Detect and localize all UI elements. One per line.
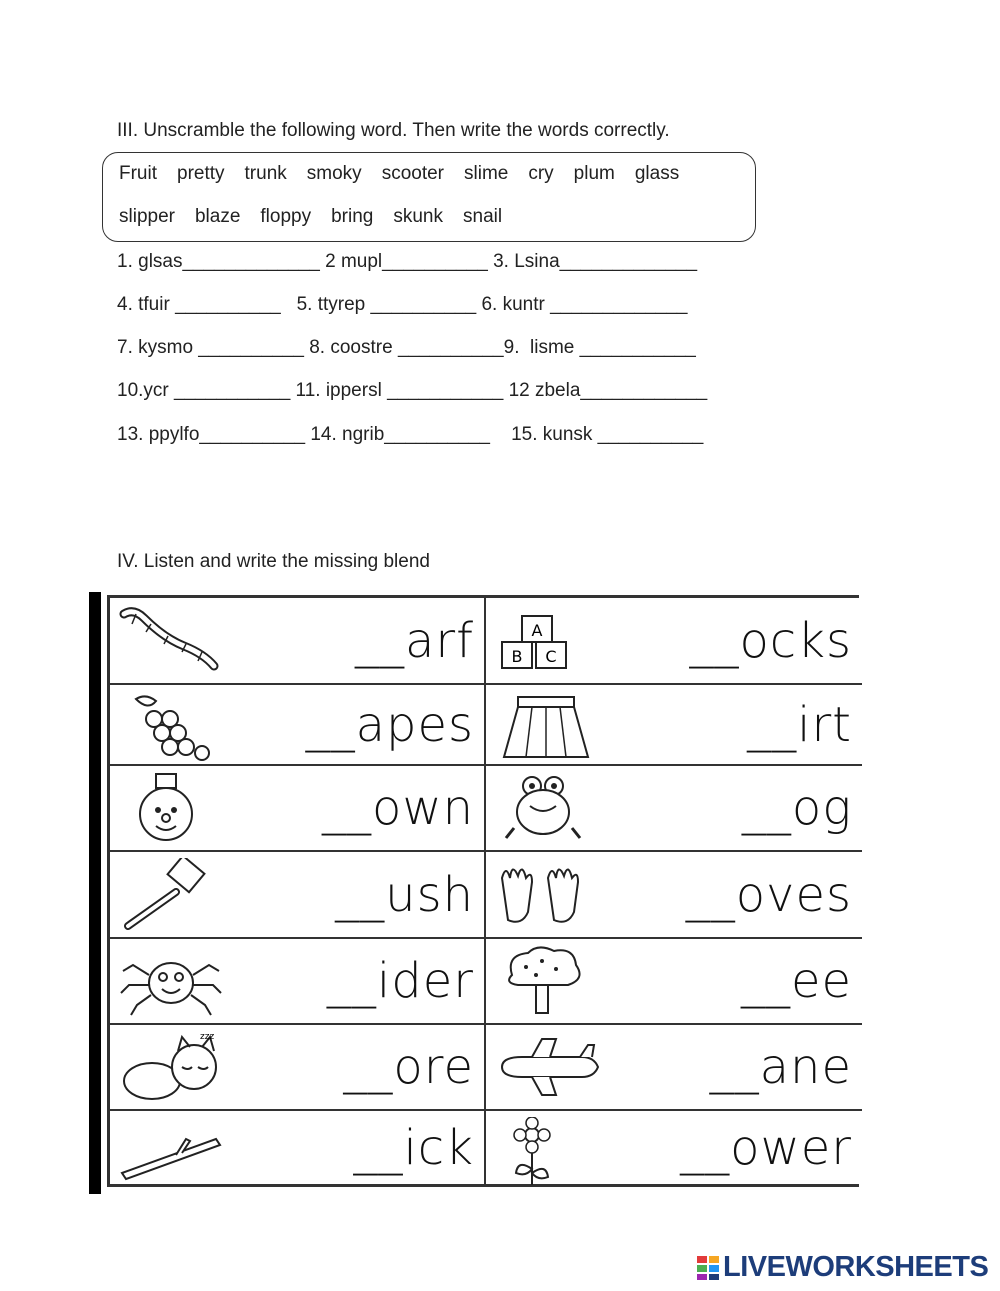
liveworksheets-logo-icon xyxy=(697,1256,719,1280)
word-bank-word: trunk xyxy=(244,163,287,184)
blend-cell-scarf xyxy=(110,598,486,685)
word-bank-word: slime xyxy=(464,163,509,184)
word-bank-word: skunk xyxy=(393,206,443,227)
spider-icon xyxy=(116,945,226,1017)
blend-word[interactable]: __ick xyxy=(353,1119,474,1176)
blend-word[interactable]: __ush xyxy=(335,866,474,923)
word-bank-word: scooter xyxy=(381,163,444,184)
blend-word[interactable]: __apes xyxy=(305,696,474,753)
word-bank-word: smoky xyxy=(306,163,362,184)
blend-cell-gloves xyxy=(486,852,862,939)
block-letter: A xyxy=(531,621,543,640)
blend-cell-stick xyxy=(110,1111,486,1184)
grapes-icon xyxy=(116,691,226,763)
plane-icon xyxy=(492,1031,602,1103)
blend-cell-flower xyxy=(486,1111,862,1184)
block-letter: C xyxy=(545,647,557,666)
clown-icon xyxy=(116,772,226,844)
blend-grid xyxy=(107,595,859,1187)
blend-word[interactable]: __og xyxy=(741,780,852,836)
blend-word[interactable]: __own xyxy=(321,780,474,836)
blend-word[interactable]: __oves xyxy=(685,866,852,923)
blend-cell-skirt xyxy=(486,685,862,766)
question-row-4[interactable]: 10.ycr ___________ 11. ippersl ___________ 12 zbela____________ xyxy=(117,380,708,401)
question-row-1[interactable]: 1. glsas_____________ 2 mupl__________ 3. Lsina_____________ xyxy=(117,251,698,272)
word-bank-word: pretty xyxy=(177,163,225,184)
frog-icon xyxy=(492,772,602,844)
word-bank-word: blaze xyxy=(194,206,241,227)
blend-word[interactable]: __ider xyxy=(326,953,474,1009)
section4-heading: IV. Listen and write the missing blend xyxy=(117,551,430,572)
word-bank-word: slipper xyxy=(119,206,175,227)
flower-icon xyxy=(492,1117,602,1189)
blend-word[interactable]: __ee xyxy=(740,953,852,1009)
scarf-icon xyxy=(116,604,226,676)
blend-word[interactable]: __irt xyxy=(747,696,852,753)
word-bank-word: floppy xyxy=(260,206,312,227)
blend-cell-frog xyxy=(486,766,862,852)
blend-cell-spider xyxy=(110,939,486,1025)
brush-icon xyxy=(116,858,226,930)
blend-word[interactable]: __ocks xyxy=(689,612,852,669)
question-row-3[interactable]: 7. kysmo __________ 8. coostre __________9. lisme ___________ xyxy=(117,337,696,358)
question-row-2[interactable]: 4. tfuir __________ 5. ttyrep __________ 6. kuntr _____________ xyxy=(117,294,688,315)
brand-name: LIVEWORKSHEETS xyxy=(723,1251,989,1283)
margin-bar xyxy=(89,592,101,1194)
word-bank-word: snail xyxy=(463,206,503,227)
word-bank xyxy=(102,152,756,242)
blend-cell-plane xyxy=(486,1025,862,1111)
blend-word[interactable]: __ower xyxy=(680,1119,852,1176)
blend-cell-raccoon xyxy=(110,1025,486,1111)
blend-word[interactable]: __ore xyxy=(343,1039,474,1095)
blocks-icon xyxy=(492,604,602,676)
word-bank-line-2 xyxy=(119,206,522,228)
tree-icon xyxy=(492,945,602,1017)
blend-word[interactable]: __ane xyxy=(709,1039,852,1095)
stick-icon xyxy=(116,1117,226,1189)
word-bank-word: Fruit xyxy=(119,163,157,184)
word-bank-word: glass xyxy=(634,163,680,184)
blend-word[interactable]: __arf xyxy=(354,612,474,669)
snoring-raccoon-icon xyxy=(116,1031,226,1103)
blend-cell-clown xyxy=(110,766,486,852)
svg-text:zzz: zzz xyxy=(200,1032,215,1042)
skirt-icon xyxy=(492,691,602,763)
blend-cell-blocks xyxy=(486,598,862,685)
block-letter: B xyxy=(511,647,523,666)
gloves-icon xyxy=(492,858,602,930)
question-row-5[interactable]: 13. ppylfo__________ 14. ngrib__________ 15. kunsk __________ xyxy=(117,424,704,445)
blend-cell-tree xyxy=(486,939,862,1025)
word-bank-word: plum xyxy=(573,163,615,184)
word-bank-word: bring xyxy=(331,206,374,227)
section3-heading: III. Unscramble the following word. Then write the words correctly. xyxy=(117,120,670,141)
word-bank-word: cry xyxy=(528,163,554,184)
word-bank-line-1 xyxy=(119,163,699,185)
blend-cell-grapes xyxy=(110,685,486,766)
blend-cell-brush xyxy=(110,852,486,939)
